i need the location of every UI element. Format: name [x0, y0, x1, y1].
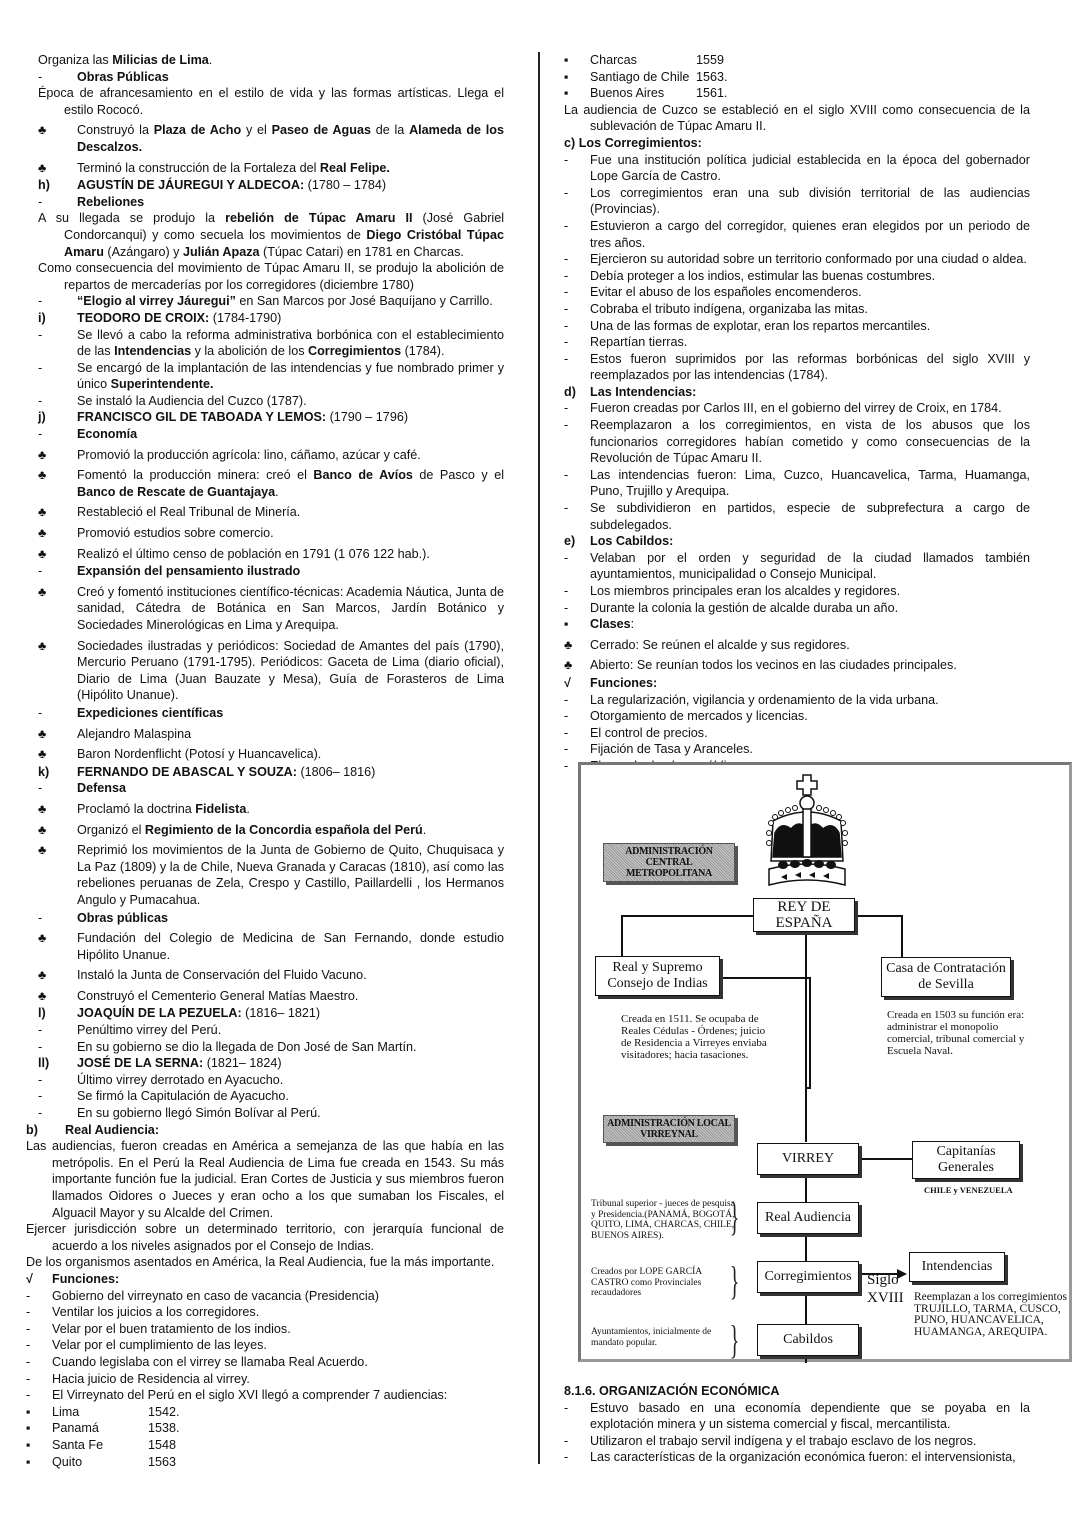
dash-item: - Velar por el cumplimiento de las leyes.: [26, 1338, 267, 1353]
subheading-obras-publicas: - Obras Públicas: [38, 69, 169, 84]
dash-item: - Se instaló la Audiencia del Cuzco (1787).: [38, 393, 307, 408]
functions-heading: √ Funciones:: [26, 1271, 120, 1286]
club-bullet-item: ♣ Reprimió los movimientos de la Junta de Gobierno de Quito, Chuquisaca y La Paz (1809) y la de Chile, Nueva Granada y Caracas (1810), así como las rebeliones peruanas de Zela, Crespo y Castillo, Paillardelli , los Hermanos Angulo y Pumacahua.: [38, 843, 504, 907]
dash-item: - Gobierno del virreynato en caso de vacancia (Presidencia): [26, 1288, 379, 1303]
dash-item: - Los corregimientos eran una sub división territorial de las audiencias (Provincias).: [564, 185, 1030, 217]
right-column: [564, 52, 1030, 775]
club-icon: ♣: [38, 931, 47, 946]
note-capitanias: CHILE y VENEZUELA: [924, 1185, 1013, 1195]
dash-item: - El control de precios.: [564, 725, 708, 740]
dash-item: - Fueron creadas por Carlos III, en el gobierno del virrey de Croix, en 1784.: [564, 401, 1002, 416]
paragraph: Época de afrancesamiento en el estilo de vida y las formas artísticas. Llega el estilo Rococó.: [38, 86, 504, 117]
audiencia-item: ▪ Charcas 1559: [564, 53, 725, 67]
note-consejo: Creada en 1511. Se ocupaba de Reales Cédulas - Órdenes; juicio de Residencia a Virreyes enviaba visitadores; hacia tasaciones.: [621, 1013, 767, 1061]
club-bullet-item: ♣ Realizó el último censo de población en 1791 (1 076 122 hab.).: [38, 546, 430, 561]
dash-item: - Cuando legislaba con el virrey se llamaba Real Acuerdo.: [26, 1354, 368, 1369]
club-icon: ♣: [38, 468, 47, 483]
square-bullet-icon: ▪: [26, 1454, 31, 1469]
dash-item: - Velar por el buen tratamiento de los indios.: [26, 1321, 291, 1336]
club-bullet-item: ♣ Abierto: Se reunían todos los vecinos en las ciudades principales.: [564, 658, 957, 673]
dash-item: - Ejercieron su autoridad sobre un territorio conformado por una ciudad o aldea.: [564, 252, 1027, 267]
club-icon: ♣: [38, 160, 47, 175]
viceroy-heading-croix: i) TEODORO DE CROIX: (1784-1790): [38, 310, 282, 325]
note-intendencias: Reemplazan a los corregimientos TRUJILLO, TARMA, CUSCO, PUNO, HUANCAVELICA, HUAMANGA, AREQUIPA.: [914, 1291, 1067, 1338]
note-casa: Creada en 1503 su función era: administrar el monopolio comercial, tribunal comercial y Escuela Naval.: [887, 1009, 1025, 1057]
box-cabildos: Cabildos: [757, 1324, 859, 1356]
dash-item: - Reemplazaron a los corregimientos, en vista de los abusos que los funcionarios corregidores habían cometido y como consecuencias de la Revolución de Túpac Amaru II.: [564, 418, 1030, 466]
club-icon: ♣: [38, 546, 47, 561]
club-bullet-item: ♣ Construyó el Cementerio General Matías Maestro.: [38, 988, 359, 1003]
dash-item: - El Virreynato del Perú en el siglo XVI llegó a comprender 7 audiencias:: [26, 1388, 448, 1403]
section-heading-corregimientos: c) Los Corregimientos:: [564, 135, 702, 150]
club-bullet-item: ♣ Fundación del Colegio de Medicina de San Fernando, donde estudio Hipólito Unanue.: [38, 931, 504, 962]
viceroy-heading-serna: ll) JOSÉ DE LA SERNA: (1821– 1824): [38, 1056, 282, 1071]
club-bullet-item: ♣ Creó y fomentó instituciones científico-técnicas: Academia Náutica, Junta de sanidad, Cátedra de Botánica en San Marcos, Jardín Botánico y Sociedades Minerológicas en Lima y Arequipa.: [38, 584, 504, 632]
dash-item: - “Elogio al virrey Jáuregui” en San Marcos por José Baquíjano y Carrillo.: [38, 294, 493, 309]
section-title-organizacion-economica: 8.1.6. ORGANIZACIÓN ECONÓMICA: [564, 1384, 780, 1398]
label-siglo-xviii: Siglo XVIII: [867, 1272, 904, 1306]
club-bullet-item: ♣ Construyó la Plaza de Acho y el Paseo de Aguas de la Alameda de los Descalzos.: [38, 123, 504, 154]
section-heading-intendencias: d) Las Intendencias:: [564, 384, 697, 399]
dash-item: - Evitar el abuso de los españoles encomenderos.: [564, 285, 862, 300]
dash-item: - Los miembros principales eran los alcaldes y regidores.: [564, 584, 901, 598]
note-real-audiencia: Tribunal superior - jueces de pesquisa y Presidencia.(PANAMÁ, BOGOTÁ, QUITO, LIMA, CHARCAS, CHILE, BUENOS AIRES).: [591, 1199, 735, 1241]
club-bullet-item: ♣ Promovió estudios sobre comercio.: [38, 526, 274, 541]
check-icon: √: [564, 675, 571, 690]
section-heading-cabildos: e) Los Cabildos:: [564, 534, 674, 549]
dash-item: - Fue una institución política judicial establecida en la época del gobernador Lope García de Castro.: [564, 152, 1030, 184]
dash-item: - Estuvieron a cargo del corregidor, quienes eran elegidos por un periodo de tres años.: [564, 218, 1030, 250]
crown-icon: [761, 773, 853, 895]
paragraph: De los organismos asentados en América, la Real Audiencia, fue la más importante.: [26, 1255, 495, 1270]
club-icon: ♣: [38, 584, 47, 599]
club-bullet-item: ♣ Fomentó la producción minera: creó el Banco de Avíos de Pasco y el Banco de Rescate de Guantajaya.: [38, 468, 505, 499]
dash-item: - Una de las formas de explotar, eran los repartos mercantiles.: [564, 318, 931, 333]
club-bullet-item: ♣ Instaló la Junta de Conservación del Fluido Vacuno.: [38, 968, 367, 983]
left-column: [26, 52, 505, 1470]
club-icon: ♣: [38, 505, 47, 520]
club-icon: ♣: [38, 447, 47, 462]
audiencia-item: ▪ Lima 1542.: [26, 1404, 180, 1419]
club-bullet-item: ♣ Organizó el Regimiento de la Concordia española del Perú.: [38, 822, 427, 837]
club-bullet-item: ♣ Alejandro Malaspina: [38, 726, 192, 741]
club-icon: ♣: [564, 637, 573, 652]
dash-item: - Ventilar los juicios a los corregidores.: [26, 1305, 260, 1320]
club-icon: ♣: [38, 822, 47, 837]
box-corregimientos: Corregimientos: [757, 1261, 859, 1293]
viceroy-heading-abascal: k) FERNANDO DE ABASCAL Y SOUZA: (1806– 1816): [38, 764, 376, 779]
tag-central-administration: ADMINISTRACIÓN CENTRAL METROPOLITANA: [603, 843, 735, 882]
audiencia-item: ▪ Buenos Aires 1561.: [564, 86, 728, 101]
dash-item: - Último virrey derrotado en Ayacucho.: [38, 1072, 284, 1087]
club-icon: ♣: [38, 968, 47, 983]
club-bullet-item: ♣ Sociedades ilustradas y periódicos: Sociedad de Amantes del país (1790), Mercurio Peruano (1791-1795). Periódicos: Gaceta de Lima (diario oficial), Diario de Lima (Juan Bauzate y Mesa), Guía de Forasteros de Lima (Hipólito Unanue).: [38, 638, 504, 703]
paragraph: A su llegada se produjo la rebelión de Túpac Amaru II (José Gabriel Condorcanqui) y como secuela los movimientos de Diego Cristóbal Túpac Amaru (Azángaro) y Julián Apaza (Túpac Catari) en 1781 en Charcas.: [38, 211, 505, 259]
club-icon: ♣: [38, 726, 47, 741]
square-bullet-icon: ▪: [564, 617, 569, 632]
dash-item: -: [564, 758, 569, 773]
dash-item: - Debía proteger a los indios, estimular las buenas costumbres.: [564, 268, 936, 283]
audiencia-item: ▪ Santa Fe 1548: [26, 1437, 177, 1452]
note-cabildos: Ayuntamientos, inicialmente de mandato popular.: [591, 1327, 712, 1348]
dash-item: - En su gobierno llegó Simón Bolívar al Perú.: [38, 1106, 321, 1121]
dash-item: - Durante la colonia la gestión de alcalde duraba un año.: [564, 600, 899, 615]
paragraph: Como consecuencia del movimiento de Túpac Amaru II, se produjo la abolición de repartos de mercaderías por los corregidores (diciembre 1780): [38, 261, 504, 292]
club-bullet-item: ♣ Baron Nordenflicht (Potosí y Huancavelica).: [38, 747, 322, 762]
dash-item: - En su gobierno se dio la llegada de Don José de San Martín.: [38, 1039, 417, 1054]
dash-item: - Penúltimo virrey del Perú.: [38, 1023, 222, 1038]
note-corregimientos: Creados por LOPE GARCÍA CASTRO como Provinciales recaudadores: [591, 1267, 702, 1298]
subheading: - Rebeliones: [38, 194, 145, 209]
paragraph: Las audiencias, fueron creadas en América a semejanza de las que había en las metrópolis. En el Perú la Real Audiencia de Lima fue creada en 1543. Su más importante función fue la judicial. Eran Cortes de Justicia y sus miembros fueron llamados Oidores o Jueces y eran ocho a los que sumaban los Fiscales, el Alguacil Mayor y su Alcalde del Crimen.: [26, 1139, 504, 1220]
brace-icon: }: [729, 1317, 740, 1362]
club-bullet-item: ♣ Terminó la construcción de la Fortaleza del Real Felipe.: [38, 160, 390, 175]
club-icon: ♣: [38, 801, 47, 816]
check-icon: √: [26, 1271, 33, 1286]
subheading: - Defensa: [38, 781, 126, 796]
clases-heading: ▪ Clases:: [564, 617, 635, 632]
club-icon: ♣: [564, 658, 573, 673]
dash-item: - Estuvo basado en una economía dependiente que se poyaba en la explotación minera y un sistema comercial y fiscal, mercantilista.: [564, 1400, 1030, 1432]
brace-icon: }: [729, 1258, 740, 1303]
club-bullet-item: ♣ Cerrado: Se reúnen el alcalde y sus regidores.: [564, 637, 850, 652]
paragraph: La audiencia de Cuzco se estableció en el siglo XVIII como consecuencia de la sublevación de Túpac Amaru II.: [564, 102, 1030, 134]
viceroy-heading-jauregui: h) AGUSTÍN DE JÁUREGUI Y ALDECOA: (1780 – 1784): [38, 178, 387, 193]
viceroy-heading-pezuela: l) JOAQUÍN DE LA PEZUELA: (1816– 1821): [38, 1006, 321, 1021]
club-bullet-item: ♣ Restableció el Real Tribunal de Minería.: [38, 505, 301, 520]
club-icon: ♣: [38, 747, 47, 762]
dash-item: - Se firmó la Capitulación de Ayacucho.: [38, 1089, 289, 1104]
box-consejo-de-indias: Real y Supremo Consejo de Indias: [595, 956, 720, 996]
dash-item: - Se encargó de la implantación de las intendencias y fue nombrado primer y único Superintendente.: [38, 360, 504, 392]
square-bullet-icon: ▪: [26, 1437, 31, 1452]
box-capitanias-generales: Capitanías Generales: [912, 1141, 1020, 1179]
box-virrey: VIRREY: [757, 1143, 859, 1175]
subheading: - Expansión del pensamiento ilustrado: [38, 564, 301, 579]
square-bullet-icon: ▪: [564, 53, 569, 67]
brace-icon: }: [729, 1194, 740, 1239]
square-bullet-icon: ▪: [26, 1421, 31, 1436]
dash-item: - Las intendencias fueron: Lima, Cuzco, Huancavelica, Tarma, Huamanga, Puno, Trujillo y Arequipa.: [564, 467, 1030, 499]
dash-item: - Repartían tierras.: [564, 335, 688, 350]
colonial-administration-diagram: [578, 762, 1072, 1362]
club-bullet-item: ♣ Promovió la producción agrícola: lino, cáñamo, azúcar y café.: [38, 447, 421, 462]
box-rey-de-espana: REY DE ESPAÑA: [753, 898, 855, 932]
viceroy-heading-gil: j) FRANCISCO GIL DE TABOADA Y LEMOS: (1790 – 1796): [38, 410, 409, 425]
functions-heading: √ Funciones:: [564, 675, 658, 690]
dash-item: - Las características de la organización económica fueron: el intervensionista,: [564, 1450, 1016, 1465]
audiencia-item: ▪ Panamá 1538.: [26, 1421, 180, 1436]
club-icon: ♣: [38, 638, 47, 653]
club-icon: ♣: [38, 526, 47, 541]
club-icon: ♣: [38, 843, 47, 858]
section-heading-real-audiencia: b) Real Audiencia:: [26, 1122, 160, 1137]
box-casa-de-contratacion: Casa de Contratación de Sevilla: [881, 957, 1011, 997]
box-intendencias: Intendencias: [909, 1252, 1005, 1282]
square-bullet-icon: ▪: [564, 69, 569, 84]
dash-item: - Hacia juicio de Residencia al virrey.: [26, 1371, 250, 1386]
audiencia-item: ▪ Santiago de Chile 1563.: [564, 69, 728, 84]
dash-item: - La regularización, vigilancia y ordenamiento de la vida urbana.: [564, 692, 939, 707]
dash-item: - Estos fueron suprimidos por las reformas borbónicas del siglo XVIII y reemplazados por las intendencias (1784).: [564, 351, 1030, 383]
economic-section: [564, 1383, 1030, 1466]
club-icon: ♣: [38, 988, 47, 1003]
dash-item: - Utilizaron el trabajo servil indígena y el trabajo esclavo de los negros.: [564, 1433, 977, 1448]
dash-item: - Cobraba el tributo indígena, organizaba las mitas.: [564, 301, 868, 316]
subheading: - Expediciones científicas: [38, 705, 224, 720]
tag-local-administration: ADMINISTRACIÓN LOCAL VIRREYNAL: [603, 1115, 735, 1143]
dash-item: - Fijación de Tasa y Aranceles.: [564, 742, 753, 757]
dash-item: - Velaban por el orden y seguridad de la ciudad llamados también ayuntamientos, municipalidad o Consejo Municipal.: [564, 550, 1030, 582]
subheading: - Economía: [38, 427, 138, 442]
audiencia-item: ▪ Quito 1563: [26, 1454, 177, 1469]
column-divider: [538, 52, 540, 1464]
dash-item: - Se llevó a cabo la reforma administrativa borbónica con el establecimiento de las Intendencias y la abolición de los Corregimientos (1784).: [38, 327, 504, 359]
square-bullet-icon: ▪: [26, 1404, 31, 1419]
club-bullet-item: ♣ Proclamó la doctrina Fidelista.: [38, 801, 250, 816]
club-icon: ♣: [38, 123, 47, 138]
paragraph: Ejercer jurisdicción sobre un determinado territorio, con jerarquía funcional de acuerdo a los niveles asignados por el Consejo de Indias.: [26, 1222, 504, 1253]
box-real-audiencia: Real Audiencia: [757, 1202, 859, 1234]
subheading: - Obras públicas: [38, 910, 168, 925]
text-line: Organiza las Milicias de Lima.: [38, 53, 213, 67]
dash-item: - Otorgamiento de mercados y licencias.: [564, 709, 808, 724]
square-bullet-icon: ▪: [564, 86, 569, 101]
dash-item: - Se subdividieron en partidos, especie de subprefectura a cargo de subdelegados.: [564, 501, 1030, 532]
